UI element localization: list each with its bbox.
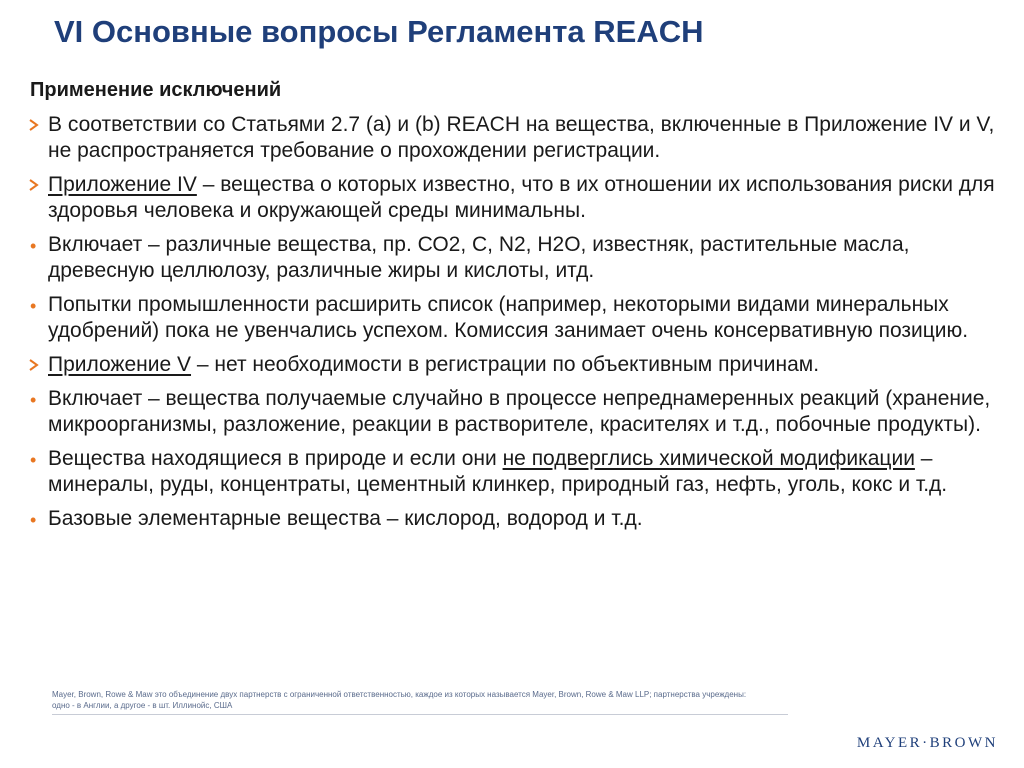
dot-bullet-icon: • bbox=[30, 390, 37, 410]
text-segment: Вещества находящиеся в природе и если они bbox=[48, 447, 503, 470]
text-segment: – нет необходимости в регистрации по объективным причинам. bbox=[191, 353, 820, 376]
text-segment: Включает – вещества получаемые случайно в процессе непреднамеренных реакций (хранение, микроорганизмы, разложение, реакции в растворителе, красителях и т.д., побочные продукты). bbox=[48, 387, 991, 436]
footer-divider bbox=[52, 714, 788, 715]
bullet-item bbox=[28, 352, 1008, 378]
footer-note-line-1: Mayer, Brown, Rowe & Maw это объединение двух партнерств с ограниченной ответственностью, каждое из которых называется Mayer, Brown, Rowe & Maw LLP; партнерства учреждены: bbox=[52, 690, 747, 699]
bullet-text bbox=[48, 447, 947, 496]
bullet-text bbox=[48, 173, 995, 222]
underlined-text: Приложение V bbox=[48, 353, 192, 376]
footer-note bbox=[52, 689, 812, 711]
bullet-item bbox=[28, 292, 1008, 344]
bullet-text bbox=[48, 293, 968, 342]
text-segment: Включает – различные вещества, пр. СО2, С, N2, H2O, известняк, растительные масла, древесную целлюлозу, различные жиры и кислоты, итд. bbox=[48, 233, 910, 282]
text-segment: Базовые элементарные вещества – кислород, водород и т.д. bbox=[48, 507, 643, 530]
bullet-item bbox=[28, 232, 1008, 284]
bullet-item bbox=[28, 386, 1008, 438]
bullet-text bbox=[48, 507, 643, 530]
underlined-text: не подверглись химической модификации bbox=[502, 447, 915, 470]
footer-note-line-2: одно - в Англии, а другое - в шт. Иллинойс, США bbox=[52, 701, 233, 710]
bullet-item bbox=[28, 506, 1008, 532]
dot-bullet-icon: • bbox=[30, 510, 37, 530]
bullet-item bbox=[28, 172, 1008, 224]
dot-bullet-icon: • bbox=[30, 236, 37, 256]
bullet-text bbox=[48, 113, 994, 162]
bullet-text bbox=[48, 387, 990, 436]
bullet-text bbox=[48, 233, 909, 282]
dot-bullet-icon: • bbox=[30, 296, 37, 316]
company-logo: MAYER·BROWN bbox=[856, 735, 998, 751]
text-segment: В соответствии со Статьями 2.7 (a) и (b) REACH на вещества, включенные в Приложение IV и V, не распространяется требование о прохождении регистрации. bbox=[48, 113, 995, 162]
underlined-text: Приложение IV bbox=[48, 173, 197, 196]
text-segment: Попытки промышленности расширить список (например, некоторыми видами минеральных удобрений) пока не увенчались успехом. Комиссия занимает очень консервативную позицию. bbox=[48, 293, 969, 342]
slide-subtitle: Применение исключений bbox=[30, 79, 282, 101]
bullet-list bbox=[28, 112, 1008, 540]
bullet-text bbox=[48, 353, 819, 376]
dot-bullet-icon: • bbox=[30, 450, 37, 470]
text-segment: – минералы, руды, концентраты, цементный клинкер, природный газ, нефть, уголь, кокс и т.д. bbox=[48, 447, 948, 496]
slide-title: VI Основные вопросы Регламента REACH bbox=[54, 14, 704, 49]
bullet-item bbox=[28, 446, 1008, 498]
text-segment: – вещества о которых известно, что в их отношении их использования риски для здоровья человека и окружающей среды минимальны. bbox=[48, 173, 995, 222]
bullet-item bbox=[28, 112, 1008, 164]
